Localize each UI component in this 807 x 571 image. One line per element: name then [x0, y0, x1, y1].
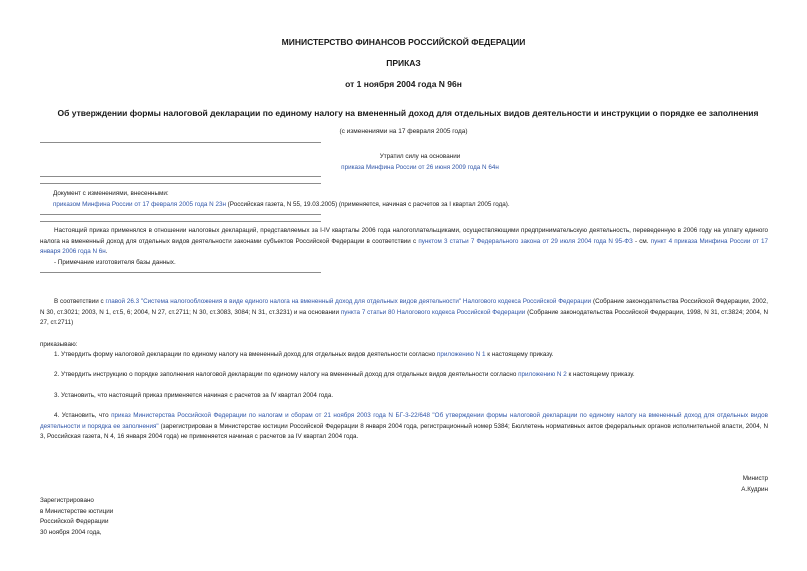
signature-position: Министр — [742, 475, 768, 482]
changes-rest: (Российская газета, N 55, 19.03.2005) (применяется, начиная с расчетов за I квартал 2005 года). — [225, 200, 510, 208]
separator-line — [40, 214, 321, 215]
item-2-end: к настоящему приказу. — [566, 371, 635, 378]
changes-link[interactable]: приказом Минфина России от 17 февраля 2005 года N 23н — [53, 200, 226, 208]
lost-force-link[interactable]: приказа Минфина России от 26 июня 2009 года N 64н — [341, 163, 499, 171]
database-note — [40, 226, 768, 258]
separator-line — [40, 272, 321, 273]
preamble-mid: (Собрание законодательства Российской Федерации, 2002, N 30, ст.3021; 2003, N 1, ст.5, 6; 2004, N 27, ст.2711; N 30, ст.3083, 3084; N 31, ст.3231) и на основании — [40, 298, 769, 316]
changes-block — [53, 189, 798, 210]
tax-code-chapter-link[interactable]: главой 26.3 "Система налогообложения в виде единого налога на вмененный доход для отдельных видов деятельности" Налогового кодекса Российской Федерации — [105, 298, 592, 305]
signature-block — [600, 474, 768, 495]
appendix-1-link[interactable]: приложению N 1 — [436, 351, 486, 358]
registration-line: Российской Федерации — [40, 518, 109, 525]
signature-name: А.Кудрин — [741, 485, 768, 493]
separator-line — [40, 221, 321, 222]
order-item-3: 3. Установить, что настоящий приказ применяется начиная с расчетов за IV квартал 2004 года. — [54, 392, 334, 399]
order-item-2 — [54, 370, 794, 381]
lost-force-label: Утратил силу на основании — [379, 153, 461, 160]
separator-line — [40, 183, 321, 184]
changes-intro: Документ с изменениями, внесенными: — [53, 190, 169, 197]
note-footnote: - Примечание изготовителя базы данных. — [54, 259, 176, 266]
registration-line: в Министерстве юстиции — [40, 507, 114, 515]
item-4-text: 4. Установить, что — [54, 412, 112, 419]
note-law-link[interactable]: пунктом 3 статьи 7 Федерального закона от 29 июля 2004 года N 95-ФЗ — [418, 237, 633, 245]
appendix-2-link[interactable]: приложению N 2 — [518, 371, 567, 378]
mns-order-link[interactable]: приказ Министерства Российской Федерации по налогам и сборам от 21 ноября 2003 года N БГ-3-22/648 "Об утверждении формы налоговой декларации по единому налогу на вмененный доход для отдельных видов деятельности и порядка ее заполнения" — [40, 412, 768, 430]
item-1-end: к настоящему приказу. — [485, 351, 554, 358]
note-text: Настоящий приказ применялся в отношении налоговых деклараций, представляемых за I-IV кварталы 2006 года налогоплательщиками, осуществляющими предпринимательскую деятельность, переведенную в 2006 году на уплату единого налога на вмененный доход для отдельных видов деятельности законами субъектов Российской Федерации в соответствии с — [40, 227, 768, 245]
lost-force-block — [40, 152, 800, 173]
registration-line: Зарегистрировано — [40, 497, 94, 504]
item-1-text: 1. Утвердить форму налоговой декларации по единому налогу на вмененный доход для отдельных видов деятельности согласно — [54, 351, 437, 358]
amendment-note: (с изменениями на 17 февраля 2005 года) — [339, 128, 468, 135]
ministry-heading: МИНИСТЕРСТВО ФИНАНСОВ РОССИЙСКОЙ ФЕДЕРАЦИИ — [281, 37, 526, 47]
note-order-link[interactable]: пункт 4 приказа Минфина России от 17 января 2006 года N 6н — [40, 237, 768, 255]
preamble-end: (Собрание законодательства Российской Федерации, 1998, N 31, ст.3824; 2004, N 27, ст.2711) — [40, 308, 768, 326]
registration-line: 30 ноября 2004 года, — [40, 528, 102, 536]
registration-block — [40, 496, 113, 538]
document-type: ПРИКАЗ — [386, 58, 421, 68]
preamble-start: В соответствии с — [54, 298, 106, 305]
order-item-1 — [54, 350, 794, 361]
order-word: приказываю: — [40, 341, 78, 348]
tax-code-article-link[interactable]: пункта 7 статьи 80 Налогового кодекса Российской Федерации — [340, 308, 526, 316]
document-title: Об утверждении формы налоговой декларации по единому налогу на вмененный доход для отдельных видов деятельности и инструкции о порядке ее заполнения — [57, 108, 759, 118]
item-4-end: (зарегистрирован в Министерстве юстиции Российской Федерации 8 января 2004 года, регистрационный номер 5384; Бюллетень нормативных актов федеральных органов исполнительной власти, 2004, N 3, Российская газета, N 4, 16 января 2004 года) не применяется начиная с расчетов за IV квартал 2004 года. — [40, 422, 768, 440]
document-date-number: от 1 ноября 2004 года N 96н — [345, 79, 462, 89]
separator-line — [40, 142, 321, 143]
order-item-4 — [40, 411, 768, 443]
preamble-paragraph — [40, 297, 768, 329]
note-mid: - см. — [632, 237, 651, 245]
item-2-text: 2. Утвердить инструкцию о порядке заполнения налоговой декларации по единому налогу на вмененный доход для отдельных видов деятельности согласно — [54, 371, 519, 378]
separator-line — [40, 176, 321, 177]
note-end: . — [105, 248, 108, 255]
